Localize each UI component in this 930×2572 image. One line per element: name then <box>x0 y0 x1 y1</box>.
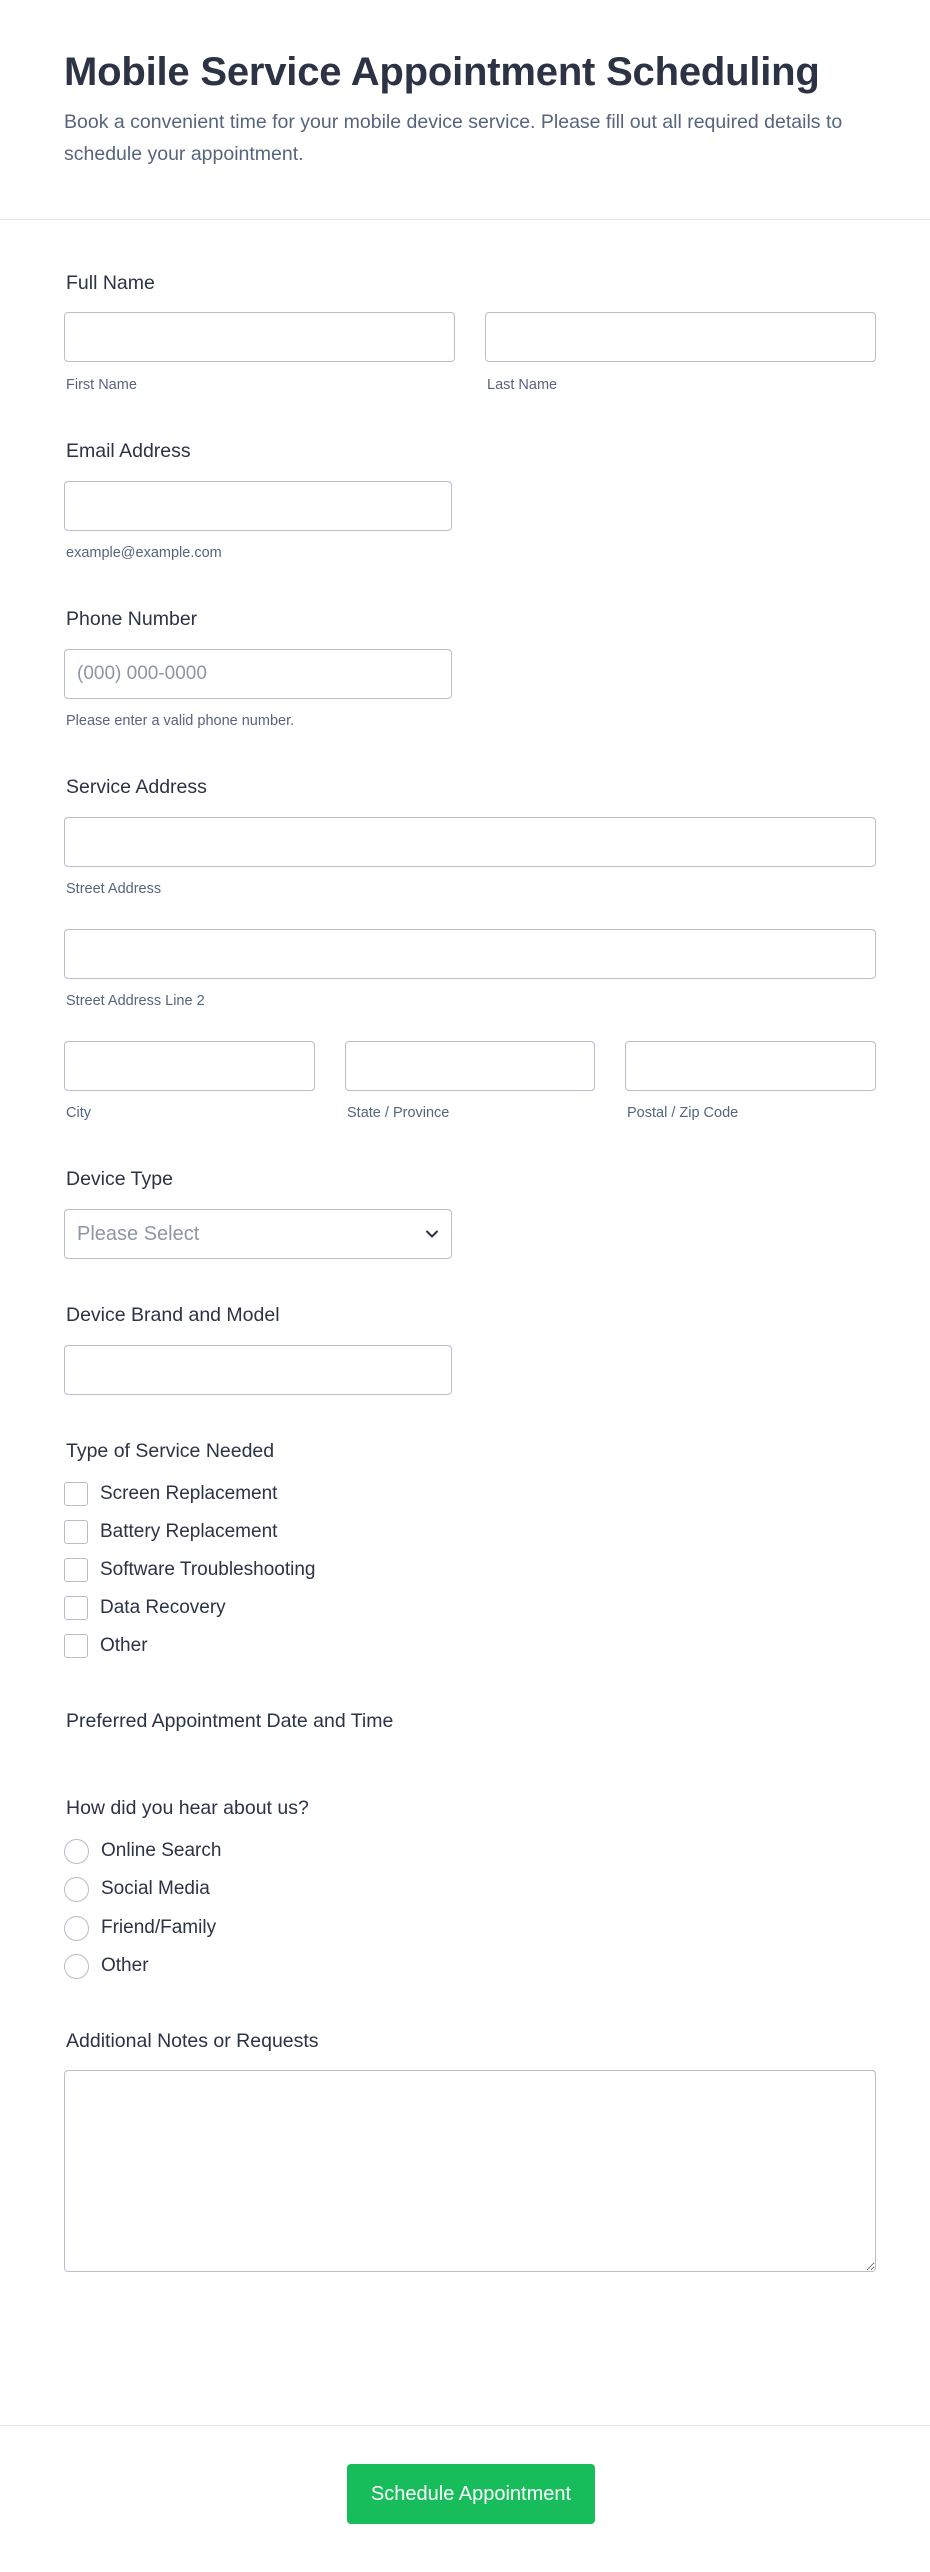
form-header <box>0 0 930 220</box>
page-subtitle: Book a convenient time for your mobile device service. Please fill out all required details to schedule your appointment. <box>64 111 843 165</box>
option-label: Other <box>101 1955 149 1976</box>
option-label: Social Media <box>101 1878 210 1899</box>
checkbox[interactable] <box>64 1520 88 1544</box>
referral-option-social-media[interactable] <box>64 1876 210 1902</box>
option-label: Battery Replacement <box>100 1521 278 1542</box>
option-label: Software Troubleshooting <box>100 1559 316 1580</box>
checkbox[interactable] <box>64 1596 88 1620</box>
referral-option-online-search[interactable] <box>64 1838 221 1864</box>
first-name-input[interactable] <box>64 312 455 362</box>
city-input[interactable] <box>64 1041 315 1091</box>
service-option-battery-replacement[interactable] <box>64 1519 277 1545</box>
city-sublabel: City <box>66 1105 91 1121</box>
radio-button[interactable] <box>64 1839 89 1864</box>
address-label: Service Address <box>66 776 207 798</box>
device-model-label: Device Brand and Model <box>66 1304 280 1326</box>
option-label: Screen Replacement <box>100 1483 278 1504</box>
street-address-sublabel: Street Address <box>66 881 162 897</box>
full-name-label: Full Name <box>66 272 155 294</box>
state-sublabel: State / Province <box>347 1105 450 1121</box>
referral-option-other[interactable] <box>64 1953 149 1979</box>
footer-divider <box>0 2425 930 2426</box>
radio-button[interactable] <box>64 1916 89 1941</box>
last-name-sublabel: Last Name <box>487 377 558 393</box>
service-option-software-troubleshooting[interactable] <box>64 1557 315 1583</box>
page-title: Mobile Service Appointment Scheduling <box>64 50 820 94</box>
first-name-sublabel: First Name <box>66 377 137 393</box>
option-label: Data Recovery <box>100 1597 226 1618</box>
referral-option-friend-family[interactable] <box>64 1915 216 1941</box>
state-input[interactable] <box>345 1041 595 1091</box>
last-name-input[interactable] <box>485 312 876 362</box>
device-type-label: Device Type <box>66 1168 173 1190</box>
device-model-input[interactable] <box>64 1345 452 1395</box>
email-input[interactable] <box>64 481 452 531</box>
chevron-down-icon <box>425 1227 439 1241</box>
phone-label: Phone Number <box>66 608 198 630</box>
phone-sublabel: Please enter a valid phone number. <box>66 713 295 729</box>
service-option-other[interactable] <box>64 1633 148 1659</box>
street-address-input[interactable] <box>64 817 876 867</box>
street-address-line2-sublabel: Street Address Line 2 <box>66 993 205 1009</box>
email-label: Email Address <box>66 440 191 462</box>
phone-input[interactable] <box>64 649 452 699</box>
schedule-appointment-button[interactable]: Schedule Appointment <box>347 2464 595 2524</box>
notes-textarea[interactable] <box>64 2070 876 2272</box>
checkbox[interactable] <box>64 1634 88 1658</box>
device-type-selected-value: Please Select <box>77 1222 200 1245</box>
radio-button[interactable] <box>64 1954 89 1979</box>
option-label: Other <box>100 1635 148 1656</box>
service-type-label: Type of Service Needed <box>66 1440 275 1462</box>
service-option-screen-replacement[interactable] <box>64 1481 277 1507</box>
notes-label: Additional Notes or Requests <box>66 2030 319 2052</box>
option-label: Friend/Family <box>101 1917 217 1938</box>
option-label: Online Search <box>101 1840 222 1861</box>
service-option-data-recovery[interactable] <box>64 1595 226 1621</box>
device-type-select[interactable] <box>64 1209 452 1259</box>
checkbox[interactable] <box>64 1482 88 1506</box>
appointment-label: Preferred Appointment Date and Time <box>66 1710 394 1732</box>
radio-button[interactable] <box>64 1877 89 1902</box>
referral-label: How did you hear about us? <box>66 1797 309 1819</box>
zip-input[interactable] <box>625 1041 876 1091</box>
street-address-line2-input[interactable] <box>64 929 876 979</box>
email-sublabel: example@example.com <box>66 545 222 561</box>
zip-sublabel: Postal / Zip Code <box>627 1105 739 1121</box>
checkbox[interactable] <box>64 1558 88 1582</box>
